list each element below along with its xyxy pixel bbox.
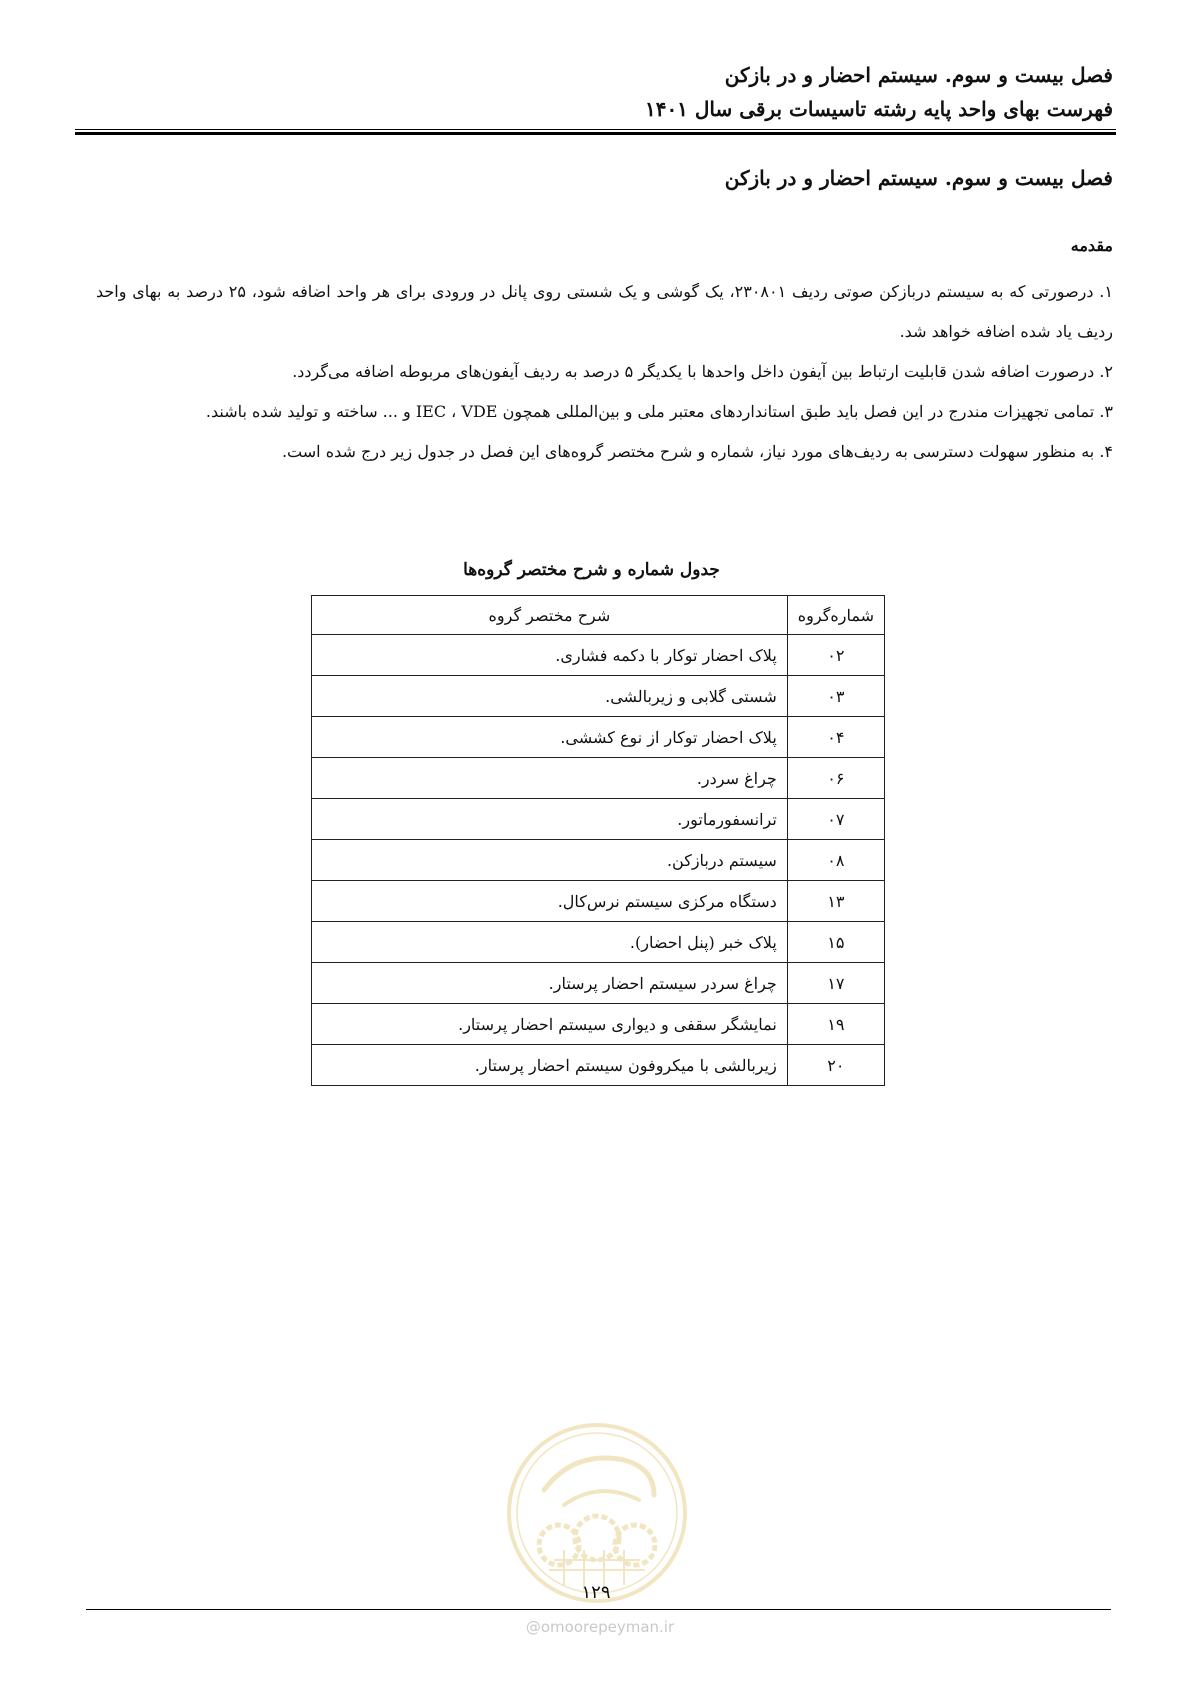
page-header <box>78 58 1113 126</box>
group-code-cell: ۰۸ <box>787 840 884 881</box>
header-divider-thick <box>75 132 1116 135</box>
group-description-cell: ترانسفورماتور. <box>312 799 788 840</box>
group-description-cell: چراغ سردر. <box>312 758 788 799</box>
group-description-cell: پلاک احضار توکار از نوع کششی. <box>312 717 788 758</box>
seal-logo-icon <box>504 1420 690 1606</box>
table-row <box>312 717 885 758</box>
column-header-code: شماره‌گروه <box>787 596 884 635</box>
group-description-cell: سیستم دربازکن. <box>312 840 788 881</box>
group-code-cell: ۲۰ <box>787 1045 884 1086</box>
table-row <box>312 1004 885 1045</box>
table-row <box>312 922 885 963</box>
footer-divider <box>86 1609 1111 1610</box>
groups-table <box>311 595 885 1086</box>
group-description-cell: نمایشگر سقفی و دیواری سیستم احضار پرستار. <box>312 1004 788 1045</box>
page-number: ۱۲۹ <box>581 1582 611 1603</box>
table-row <box>312 963 885 1004</box>
table-row <box>312 758 885 799</box>
group-description-cell: شستی گلابی و زیربالشی. <box>312 676 788 717</box>
group-description-cell: دستگاه مرکزی سیستم نرس‌کال. <box>312 881 788 922</box>
table-row <box>312 635 885 676</box>
intro-item: ۴. به منظور سهولت دسترسی به ردیف‌های مورد نیاز، شماره و شرح مختصر گروه‌های این فصل در جدول زیر درج شده است. <box>281 442 1113 461</box>
table-header-row <box>312 596 885 635</box>
group-description-cell: زیربالشی با میکروفون سیستم احضار پرستار. <box>312 1045 788 1086</box>
header-catalog-line: فهرست بهای واحد پایه رشته تاسیسات برقی سال ۱۴۰۱ <box>644 97 1113 121</box>
group-code-cell: ۱۵ <box>787 922 884 963</box>
group-code-cell: ۰۴ <box>787 717 884 758</box>
table-row <box>312 1045 885 1086</box>
table-row <box>312 881 885 922</box>
group-description-cell: پلاک احضار توکار با دکمه فشاری. <box>312 635 788 676</box>
group-code-cell: ۰۷ <box>787 799 884 840</box>
header-divider-thin <box>75 129 1116 130</box>
chapter-title: فصل بیست و سوم. سیستم احضار و در بازکن <box>724 166 1113 190</box>
table-row <box>312 840 885 881</box>
column-header-description: شرح مختصر گروه <box>312 596 788 635</box>
group-code-cell: ۰۳ <box>787 676 884 717</box>
table-caption: جدول شماره و شرح مختصر گروه‌ها <box>463 560 720 580</box>
intro-item: ۱. درصورتی که به سیستم دربازکن صوتی ردیف ۲۳۰۸۰۱، یک گوشی و یک شستی روی پانل در ورودی برای هر واحد اضافه شود، ۲۵ درصد به بهای واحد ردیف یاد شده اضافه خواهد شد. <box>96 282 1113 341</box>
group-code-cell: ۰۲ <box>787 635 884 676</box>
intro-list <box>96 272 1113 472</box>
group-description-cell: چراغ سردر سیستم احضار پرستار. <box>312 963 788 1004</box>
group-code-cell: ۱۷ <box>787 963 884 1004</box>
header-chapter-line: فصل بیست و سوم. سیستم احضار و در بازکن <box>724 63 1113 87</box>
watermark-text: @omoorepeyman.ir <box>525 1618 675 1636</box>
group-code-cell: ۰۶ <box>787 758 884 799</box>
intro-item: ۳. تمامی تجهیزات مندرج در این فصل باید طبق استانداردهای معتبر ملی و بین‌المللی همچون IEC ، VDE و ... ساخته و تولید شده باشند. <box>205 402 1113 421</box>
intro-item: ۲. درصورت اضافه شدن قابلیت ارتباط بین آیفون داخل واحدها با یکدیگر ۵ درصد به ردیف آیفون‌های مربوطه اضافه می‌گردد. <box>292 362 1113 381</box>
seal-logo-graphic <box>504 1420 690 1606</box>
table-row <box>312 676 885 717</box>
intro-heading: مقدمه <box>1070 236 1113 255</box>
group-code-cell: ۱۹ <box>787 1004 884 1045</box>
group-code-cell: ۱۳ <box>787 881 884 922</box>
table-row <box>312 799 885 840</box>
group-description-cell: پلاک خبر (پنل احضار). <box>312 922 788 963</box>
